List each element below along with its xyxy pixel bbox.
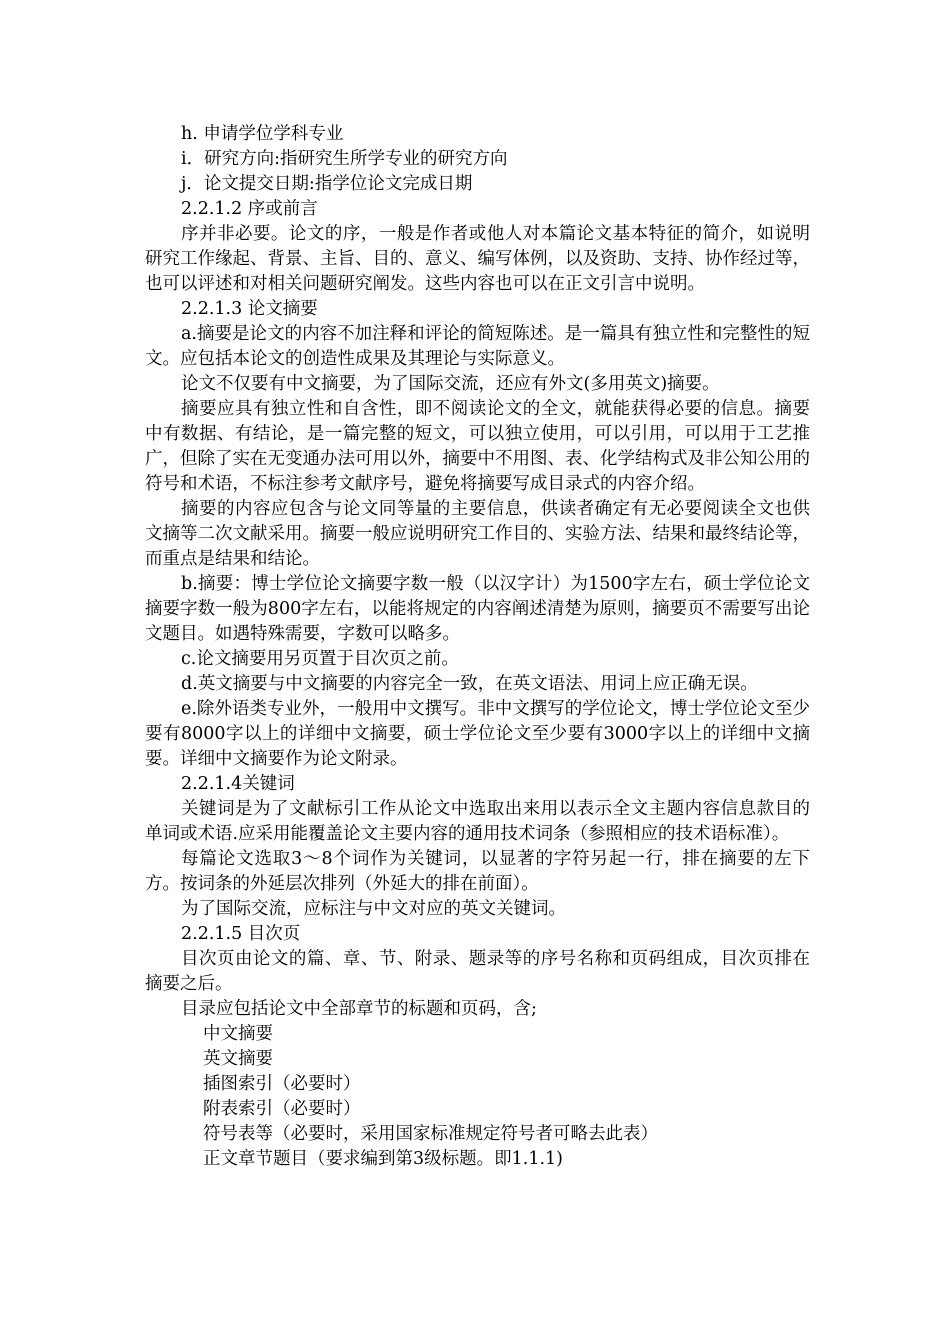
abstract-a-paragraph: a.摘要是论文的内容不加注释和评论的简短陈述。是一篇具有独立性和完整性的短文。应包括本论文的创造性成果及其理论与实际意义。 [145,324,810,369]
document-body [145,122,810,1172]
toc-definition-paragraph: 目次页由论文的篇、章、节、附录、题录等的序号名称和页码组成，目次页排在摘要之后。 [145,949,810,994]
abstract-b-paragraph: b.摘要：博士学位论文摘要字数一般（以汉字计）为1500字左右，硕士学位论文摘要字数一般为800字左右，以能将规定的内容阐述清楚为原则，摘要页不需要写出论文题目。如遇特殊需要，字数可以略多。 [145,574,810,644]
toc-item: 中文摘要 [203,1024,273,1044]
item-i: i．研究方向:指研究生所学专业的研究方向 [181,149,508,169]
item-h: h. 申请学位学科专业 [181,124,344,144]
abstract-independence-paragraph: 摘要应具有独立性和自含性，即不阅读论文的全文，就能获得必要的信息。摘要中有数据、有结论，是一篇完整的短文，可以独立使用，可以引用，可以用于工艺推广，但除了实在无变通办法可用以外，摘要中不用图、表、化学结构式及非公知公用的符号和术语，不标注参考文献序号，避免将摘要写成目录式的内容介绍。 [145,399,810,494]
toc-item: 附表索引（必要时） [203,1099,361,1119]
keywords-english-paragraph: 为了国际交流，应标注与中文对应的英文关键词。 [181,899,566,919]
toc-item: 插图索引（必要时） [203,1074,361,1094]
keywords-selection-paragraph: 每篇论文选取3～8个词作为关键词，以显著的字符另起一行，排在摘要的左下方。按词条的外延层次排列（外延大的排在前面）。 [145,849,810,894]
preface-paragraph: 序并非必要。论文的序，一般是作者或他人对本篇论文基本特征的简介，如说明研究工作缘起、背景、主旨、目的、意义、编写体例，以及资助、支持、协作经过等，也可以评述和对相关问题研究阐发。这些内容也可以在正文引言中说明。 [145,224,810,294]
toc-item: 符号表等（必要时，采用国家标准规定符号者可略去此表） [203,1124,658,1144]
section-heading-2212: 2.2.1.2 序或前言 [181,199,318,219]
abstract-content-paragraph: 摘要的内容应包含与论文同等量的主要信息，供读者确定有无必要阅读全文也供文摘等二次文献采用。摘要一般应说明研究工作目的、实验方法、结果和最终结论等，而重点是结果和结论。 [145,499,810,569]
abstract-intl-paragraph: 论文不仅要有中文摘要，为了国际交流，还应有外文(多用英文)摘要。 [181,374,720,394]
toc-contents-paragraph: 目录应包括论文中全部章节的标题和页码，含; [181,999,537,1019]
toc-item: 英文摘要 [203,1049,273,1069]
abstract-c-paragraph: c.论文摘要用另页置于目次页之前。 [181,649,459,669]
abstract-d-paragraph: d.英文摘要与中文摘要的内容完全一致，在英文语法、用词上应正确无误。 [181,674,758,694]
abstract-e-paragraph: e.除外语类专业外，一般用中文撰写。非中文撰写的学位论文，博士学位论文至少要有8000字以上的详细中文摘要，硕士学位论文至少要有3000字以上的详细中文摘要。详细中文摘要作为论文附录。 [145,699,810,769]
section-heading-2214: 2.2.1.4关键词 [181,774,295,794]
keywords-definition-paragraph: 关键词是为了文献标引工作从论文中选取出来用以表示全文主题内容信息款目的单词或术语.应采用能覆盖论文主要内容的通用技术词条（参照相应的技术语标准）。 [145,799,810,844]
section-heading-2215: 2.2.1.5 目次页 [181,924,301,944]
section-heading-2213: 2.2.1.3 论文摘要 [181,299,318,319]
item-j: j．论文提交日期:指学位论文完成日期 [181,174,473,194]
toc-item: 正文章节题目（要求编到第3级标题。即1.1.1) [203,1149,563,1169]
